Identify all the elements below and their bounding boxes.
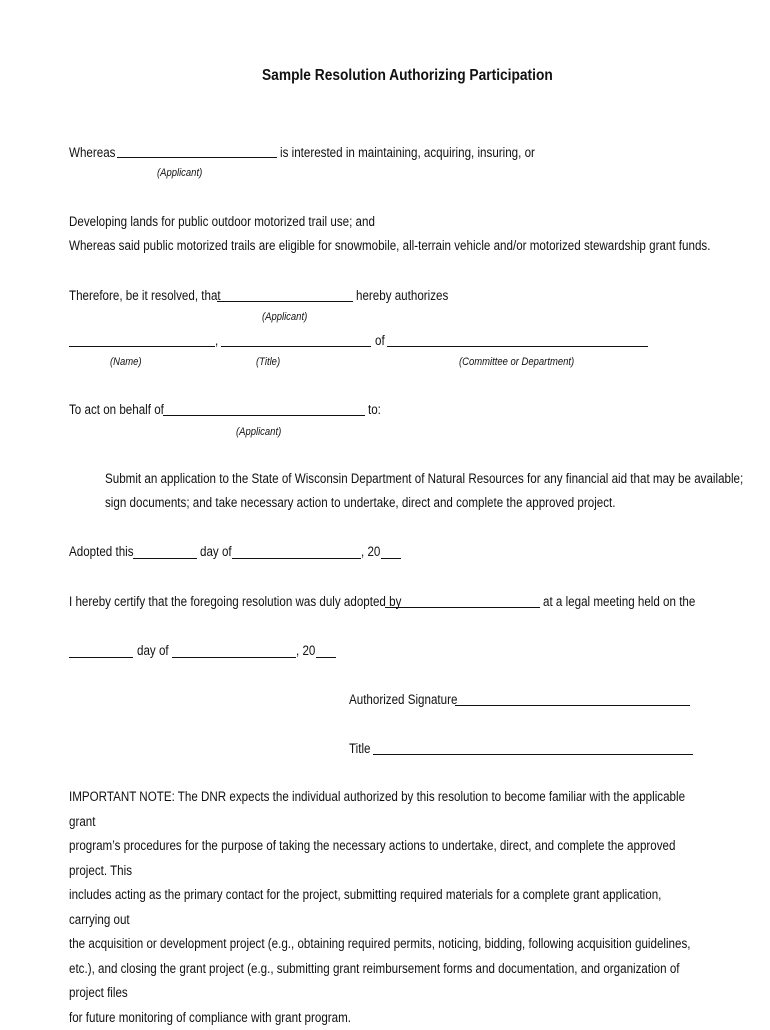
adopted-year-prefix: , 20 (361, 543, 380, 560)
important-note-line-2: program’s procedures for the purpose of taking the necessary actions to undertake, direct, and complete the approved project. This (69, 834, 701, 883)
meeting-month-field[interactable] (172, 657, 296, 658)
whereas-prefix: Whereas (69, 144, 115, 161)
signature-title-field[interactable] (373, 754, 693, 755)
applicant-label-1: (Applicant) (157, 166, 202, 180)
adopted-by-field[interactable] (385, 607, 540, 608)
behalf-suffix: to: (368, 401, 381, 418)
adopted-day-field[interactable] (133, 558, 197, 559)
authorized-signature-label: Authorized Signature (349, 691, 457, 708)
therefore-suffix: hereby authorizes (356, 287, 448, 304)
important-note-line-1: IMPORTANT NOTE: The DNR expects the individual authorized by this resolution to become familiar with the applicable grant (69, 785, 701, 834)
title-label: (Title) (256, 355, 280, 369)
developing-line: Developing lands for public outdoor motorized trail use; and (69, 213, 375, 230)
certify-suffix: at a legal meeting held on the (543, 593, 695, 610)
important-note-line-5: etc.), and closing the grant project (e.g., submitting grant reimbursement forms and documentation, and organization of project files (69, 957, 701, 1006)
name-field[interactable] (69, 346, 215, 347)
important-note (69, 785, 701, 1030)
therefore-prefix: Therefore, be it resolved, that (69, 287, 221, 304)
meeting-day-field[interactable] (69, 657, 133, 658)
committee-field[interactable] (387, 346, 648, 347)
applicant-field-3[interactable] (163, 415, 365, 416)
adopted-month-field[interactable] (232, 558, 361, 559)
adopted-prefix: Adopted this (69, 543, 134, 560)
meeting-year-field[interactable] (316, 657, 336, 658)
whereas-suffix: is interested in maintaining, acquiring, insuring, or (280, 144, 535, 161)
important-note-line-3: includes acting as the primary contact for the project, submitting required materials for a complete grant application, carrying out (69, 883, 701, 932)
applicant-field-2[interactable] (217, 301, 353, 302)
of-text: of (375, 332, 385, 349)
name-label: (Name) (110, 355, 142, 369)
applicant-label-3: (Applicant) (236, 425, 281, 439)
behalf-prefix: To act on behalf of (69, 401, 164, 418)
adopted-day-of: day of (200, 543, 232, 560)
important-note-line-4: the acquisition or development project (e.g., obtaining required permits, noticing, bidding, following acquisition guidelines, (69, 932, 701, 957)
signature-title-label: Title (349, 740, 371, 757)
applicant-field-1[interactable] (117, 157, 277, 158)
certify-prefix: I hereby certify that the foregoing resolution was duly adopted by (69, 593, 401, 610)
whereas-trails-line: Whereas said public motorized trails are eligible for snowmobile, all-terrain vehicle and/or motorized stewardship grant funds. (69, 237, 710, 254)
submit-line-1: Submit an application to the State of Wisconsin Department of Natural Resources for any financial aid that may be available; (105, 470, 743, 487)
meeting-day-of: day of (137, 642, 169, 659)
meeting-year-prefix: , 20 (296, 642, 315, 659)
authorized-signature-field[interactable] (455, 705, 690, 706)
title-field[interactable] (221, 346, 371, 347)
adopted-year-field[interactable] (381, 558, 401, 559)
committee-label: (Committee or Department) (459, 355, 574, 369)
page-title: Sample Resolution Authorizing Participation (262, 67, 553, 84)
important-note-line-6: for future monitoring of compliance with grant program. (69, 1006, 701, 1030)
applicant-label-2: (Applicant) (262, 310, 307, 324)
submit-line-2: sign documents; and take necessary action to undertake, direct and complete the approved project. (105, 494, 616, 511)
comma-separator: , (215, 332, 218, 349)
